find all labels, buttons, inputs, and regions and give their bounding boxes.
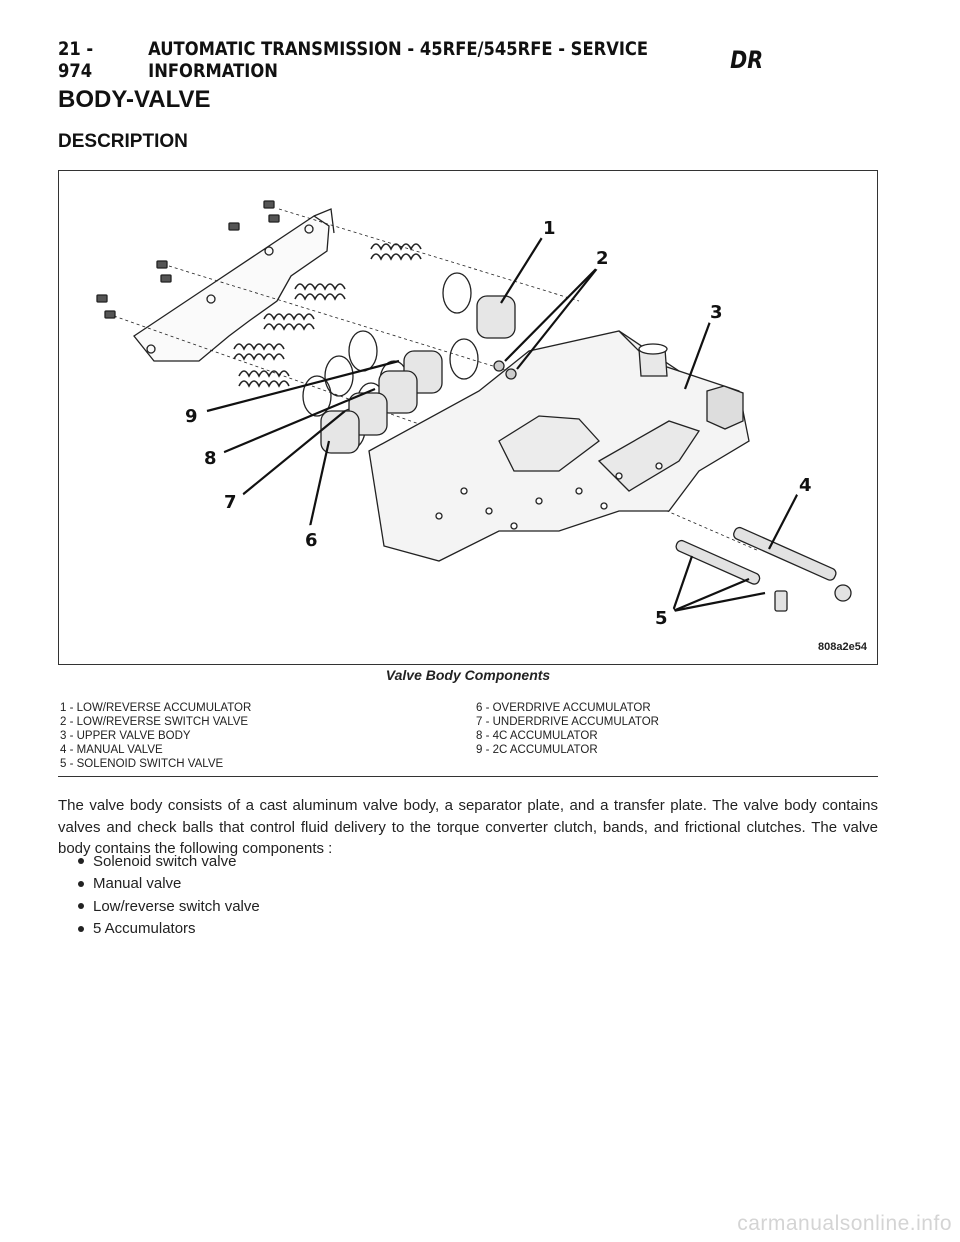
list-item: Solenoid switch valve	[78, 850, 260, 873]
callout-9: 9	[185, 406, 198, 427]
page-title: BODY-VALVE	[58, 86, 211, 113]
callout-1: 1	[543, 218, 556, 239]
brand-code: DR	[730, 46, 764, 74]
legend-item: 6 - OVERDRIVE ACCUMULATOR	[476, 702, 651, 714]
list-item: Manual valve	[78, 873, 260, 896]
legend-divider	[58, 776, 878, 777]
bullet-icon	[78, 858, 84, 864]
watermark: carmanualsonline.info	[737, 1212, 952, 1235]
legend-item: 4 - MANUAL VALVE	[60, 744, 163, 756]
figure-code: 808a2e54	[818, 641, 867, 653]
component-list	[78, 850, 260, 940]
figure-caption: Valve Body Components	[58, 664, 878, 683]
valve-body-illustration	[59, 171, 877, 665]
callout-3: 3	[710, 302, 723, 323]
valve-body-figure	[58, 170, 878, 665]
legend-item: 1 - LOW/REVERSE ACCUMULATOR	[60, 702, 252, 714]
callout-5: 5	[655, 608, 668, 629]
figure-legend	[60, 701, 876, 771]
bullet-icon	[78, 881, 84, 887]
callout-7: 7	[224, 492, 237, 513]
callout-8: 8	[204, 448, 217, 469]
description-paragraph: The valve body consists of a cast aluminum valve body, a separator plate, and a transfer plate. The valve body contains valves and check balls that control fluid delivery to the torque converter clutch, bands, and frictional clutches. The valve body contains the following components :	[58, 797, 878, 857]
legend-item: 9 - 2C ACCUMULATOR	[476, 744, 598, 756]
section-title: AUTOMATIC TRANSMISSION - 45RFE/545RFE - SERVICE INFORMATION	[148, 38, 649, 82]
callout-6: 6	[305, 530, 318, 551]
legend-item: 7 - UNDERDRIVE ACCUMULATOR	[476, 716, 659, 728]
callout-4: 4	[799, 475, 812, 496]
running-header	[58, 38, 764, 82]
legend-left-column	[60, 701, 476, 771]
legend-item: 5 - SOLENOID SWITCH VALVE	[60, 758, 224, 770]
legend-right-column	[476, 701, 876, 771]
bullet-icon	[78, 926, 84, 932]
callout-2: 2	[596, 248, 609, 269]
legend-item: 2 - LOW/REVERSE SWITCH VALVE	[60, 716, 249, 728]
legend-item: 3 - UPPER VALVE BODY	[60, 730, 191, 742]
list-item: 5 Accumulators	[78, 918, 260, 941]
list-item: Low/reverse switch valve	[78, 895, 260, 918]
page-number: 21 - 974	[58, 38, 94, 82]
section-subtitle: DESCRIPTION	[58, 131, 188, 152]
legend-item: 8 - 4C ACCUMULATOR	[476, 730, 598, 742]
bullet-icon	[78, 903, 84, 909]
